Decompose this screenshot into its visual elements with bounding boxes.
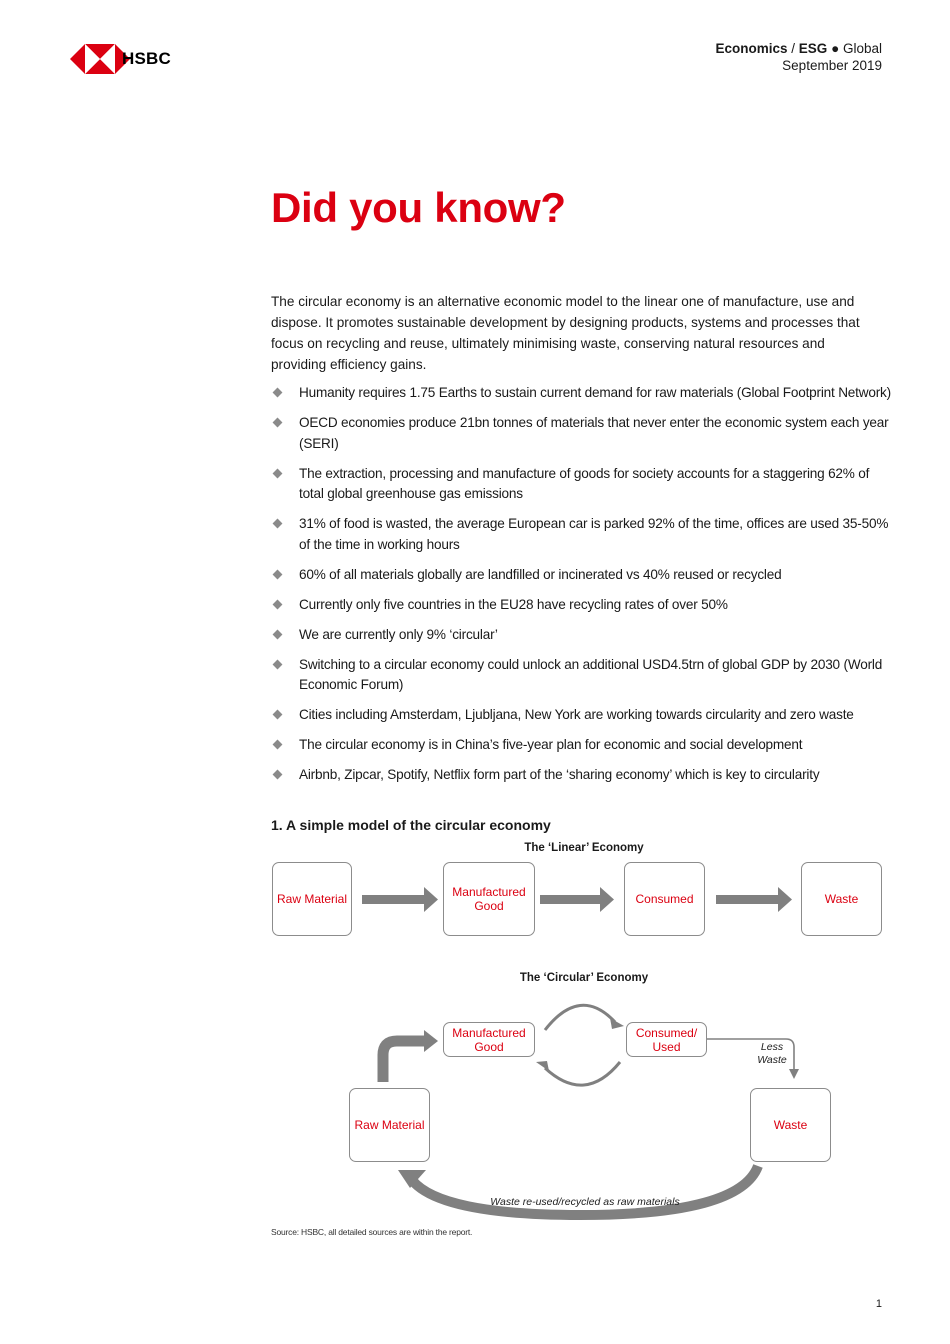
linear-manufactured-good-box: Manufactured Good <box>443 862 535 936</box>
diamond-bullet-icon <box>273 519 283 529</box>
list-item: OECD economies produce 21bn tonnes of materials that never enter the economic system each year (SERI) <box>271 413 891 454</box>
report-category <box>715 40 882 57</box>
list-item: Switching to a circular economy could unlock an additional USD4.5trn of global GDP by 2030 (World Economic Forum) <box>271 655 891 696</box>
list-item: The circular economy is in China’s five-year plan for economic and social development <box>271 735 891 756</box>
linear-arrow-1 <box>362 887 438 912</box>
diamond-bullet-icon <box>273 659 283 669</box>
linear-arrow-3 <box>716 887 792 912</box>
linear-arrow-2 <box>540 887 614 912</box>
report-date: September 2019 <box>782 58 882 73</box>
circular-economy-heading: The ‘Circular’ Economy <box>519 972 649 984</box>
list-item: We are currently only 9% ‘circular’ <box>271 625 891 646</box>
less-waste-label: Less Waste <box>757 1041 787 1066</box>
diamond-bullet-icon <box>273 569 283 579</box>
category-esg: ESG <box>798 41 828 56</box>
diamond-bullet-icon <box>273 770 283 780</box>
diamond-bullet-icon <box>273 468 283 478</box>
list-item: Currently only five countries in the EU28 have recycling rates of over 50% <box>271 595 891 616</box>
circular-consumed-used-box: Consumed/ Used <box>626 1022 707 1057</box>
linear-waste-box: Waste <box>801 862 882 936</box>
category-separator: / <box>787 41 799 56</box>
diamond-bullet-icon <box>273 388 283 398</box>
circular-raw-material-box: Raw Material <box>349 1088 430 1162</box>
category-region: Global <box>839 41 882 56</box>
loop-label: Waste re-used/recycled as raw materials <box>490 1196 680 1208</box>
linear-raw-material-box: Raw Material <box>272 862 352 936</box>
circular-arrow-good-to-consumed <box>545 1005 624 1030</box>
diamond-bullet-icon <box>273 710 283 720</box>
list-item: Cities including Amsterdam, Ljubljana, New York are working towards circularity and zero waste <box>271 705 891 726</box>
report-header <box>715 40 882 74</box>
diamond-bullet-icon <box>273 418 283 428</box>
facts-list <box>271 383 891 795</box>
page-title: Did you know? <box>271 184 566 231</box>
list-item: Airbnb, Zipcar, Spotify, Netflix form part of the ‘sharing economy’ which is key to circularity <box>271 765 891 786</box>
diamond-bullet-icon <box>273 629 283 639</box>
linear-consumed-box: Consumed <box>624 862 705 936</box>
circular-manufactured-good-box: Manufactured Good <box>443 1022 535 1057</box>
diamond-bullet-icon <box>273 740 283 750</box>
list-item: 31% of food is wasted, the average European car is parked 92% of the time, offices are used 35-50% of the time in working hours <box>271 514 891 555</box>
circular-waste-box: Waste <box>750 1088 831 1162</box>
circular-arrow-raw-to-good <box>383 1030 438 1082</box>
category-economics: Economics <box>715 41 788 56</box>
diamond-bullet-icon <box>273 599 283 609</box>
brand-name: HSBC <box>122 49 171 68</box>
page-number: 1 <box>875 1298 882 1310</box>
figure-source: Source: HSBC, all detailed sources are within the report. <box>271 1227 473 1237</box>
circular-arrow-consumed-to-good <box>536 1061 620 1085</box>
linear-economy-heading: The ‘Linear’ Economy <box>524 842 644 854</box>
figure-title: 1. A simple model of the circular economy <box>271 817 551 833</box>
list-item: Humanity requires 1.75 Earths to sustain current demand for raw materials (Global Footprint Network) <box>271 383 891 404</box>
list-item: 60% of all materials globally are landfilled or incinerated vs 40% reused or recycled <box>271 565 891 586</box>
bullet-dot-icon: ● <box>831 41 840 56</box>
intro-paragraph: The circular economy is an alternative economic model to the linear one of manufacture, use and dispose. It promotes sustainable development by designing products, systems and processes that focus on recycling and reuse, ultimately minimising waste, conserving natural resources and providing efficiency gains. <box>271 294 860 372</box>
list-item: The extraction, processing and manufacture of goods for society accounts for a staggering 62% of total global greenhouse gas emissions <box>271 464 891 505</box>
